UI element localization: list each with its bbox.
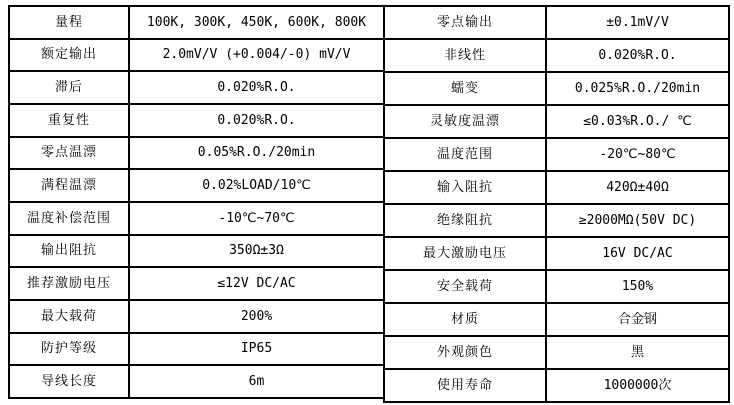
spec-label: 零点温漂 (9, 137, 129, 170)
spec-label: 滞后 (9, 71, 129, 104)
spec-row (384, 105, 729, 138)
spec-value: 0.025%R.O./20min (546, 72, 729, 105)
spec-row (384, 6, 729, 39)
spec-value: 黑 (546, 336, 729, 369)
spec-row (384, 237, 729, 270)
spec-label: 推荐激励电压 (9, 267, 129, 300)
spec-row (9, 365, 384, 398)
spec-value: 0.020%R.O. (546, 39, 729, 72)
spec-value: ≤0.03%R.O./ ℃ (546, 105, 729, 138)
spec-value: 0.020%R.O. (129, 104, 384, 137)
spec-label: 零点输出 (384, 6, 546, 39)
spec-row (9, 137, 384, 170)
spec-value: -10℃~70℃ (129, 202, 384, 235)
spec-value: 16V DC/AC (546, 237, 729, 270)
spec-value: 6m (129, 365, 384, 398)
spec-label: 灵敏度温漂 (384, 105, 546, 138)
spec-label: 额定输出 (9, 39, 129, 72)
spec-label: 满程温漂 (9, 169, 129, 202)
spec-label: 输入阻抗 (384, 171, 546, 204)
spec-value: 0.020%R.O. (129, 71, 384, 104)
spec-table-left (8, 5, 385, 399)
spec-row (384, 204, 729, 237)
spec-row (9, 202, 384, 235)
spec-label: 输出阻抗 (9, 235, 129, 268)
spec-label: 温度范围 (384, 138, 546, 171)
spec-value: 350Ω±3Ω (129, 235, 384, 268)
spec-row (384, 303, 729, 336)
spec-label: 最大载荷 (9, 300, 129, 333)
spec-row (9, 235, 384, 268)
spec-table-right (383, 5, 730, 403)
spec-row (384, 336, 729, 369)
spec-label: 最大激励电压 (384, 237, 546, 270)
spec-value: 0.02%LOAD/10℃ (129, 169, 384, 202)
spec-label: 导线长度 (9, 365, 129, 398)
spec-value: ±0.1mV/V (546, 6, 729, 39)
spec-label: 蠕变 (384, 72, 546, 105)
spec-label: 量程 (9, 6, 129, 39)
spec-value: ≥2000MΩ(50V DC) (546, 204, 729, 237)
spec-row (9, 267, 384, 300)
spec-value: 合金钢 (546, 303, 729, 336)
spec-row (384, 138, 729, 171)
spec-value: 100K, 300K, 450K, 600K, 800K (129, 6, 384, 39)
spec-value: ≤12V DC/AC (129, 267, 384, 300)
spec-row (9, 6, 384, 39)
spec-label: 防护等级 (9, 333, 129, 366)
spec-label: 使用寿命 (384, 369, 546, 402)
spec-label: 非线性 (384, 39, 546, 72)
spec-label: 温度补偿范围 (9, 202, 129, 235)
spec-value: 420Ω±40Ω (546, 171, 729, 204)
spec-label: 外观颜色 (384, 336, 546, 369)
spec-row (9, 300, 384, 333)
spec-value: -20℃~80℃ (546, 138, 729, 171)
spec-label: 重复性 (9, 104, 129, 137)
spec-row (9, 104, 384, 137)
spec-value: 2.0mV/V (+0.004/-0) mV/V (129, 39, 384, 72)
spec-row (384, 72, 729, 105)
spec-row (384, 171, 729, 204)
spec-value: 1000000次 (546, 369, 729, 402)
spec-label: 材质 (384, 303, 546, 336)
spec-value: IP65 (129, 333, 384, 366)
spec-row (9, 333, 384, 366)
spec-value: 0.05%R.O./20min (129, 137, 384, 170)
spec-row (9, 71, 384, 104)
spec-row (384, 39, 729, 72)
spec-row (9, 39, 384, 72)
spec-value: 150% (546, 270, 729, 303)
spec-label: 安全载荷 (384, 270, 546, 303)
spec-row (384, 369, 729, 402)
spec-row (384, 270, 729, 303)
spec-value: 200% (129, 300, 384, 333)
spec-row (9, 169, 384, 202)
spec-label: 绝缘阻抗 (384, 204, 546, 237)
